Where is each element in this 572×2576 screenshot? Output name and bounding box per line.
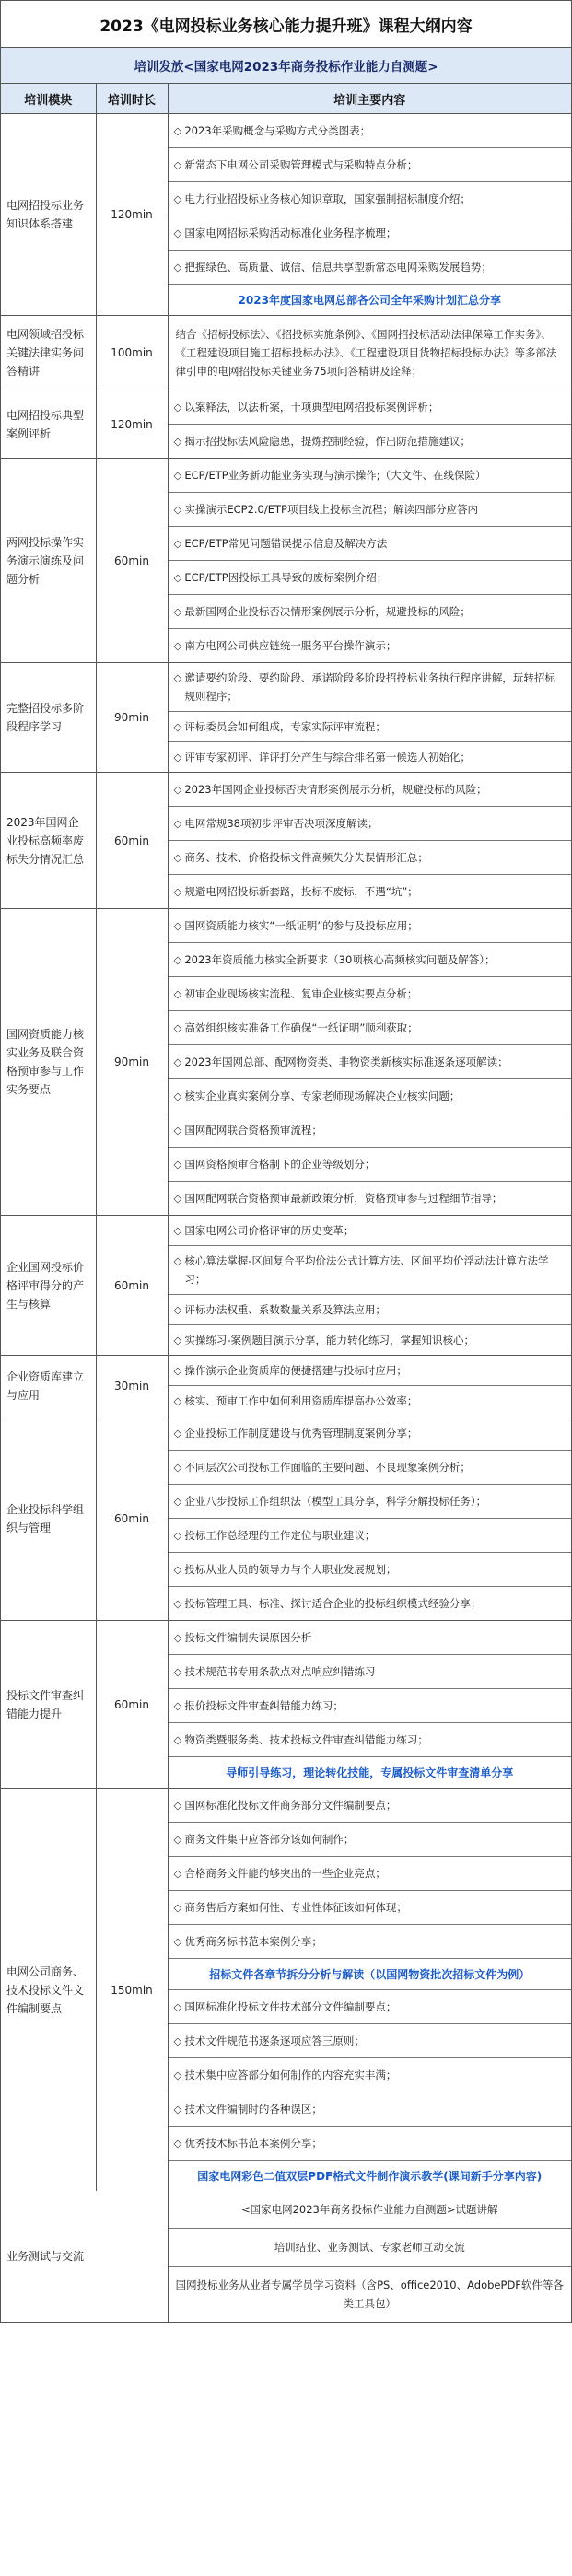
module-content (168, 663, 571, 773)
diamond-bullet-icon: ◇ (173, 1563, 182, 1576)
content-item-text: 规避电网招投标新套路，投标不废标，不遇“坑”； (184, 885, 418, 898)
content-item-text: 优秀商务标书范本案例分享； (184, 1935, 322, 1948)
final-content (168, 2191, 571, 2322)
content-item (169, 148, 572, 182)
content-item (169, 1295, 572, 1325)
module-duration: 60min (96, 1216, 168, 1356)
module-content (168, 459, 571, 663)
content-item (169, 459, 572, 493)
content-item-text: 技术集中应答部分如何制作的内容充实丰满； (184, 2069, 397, 2081)
content-item (169, 1925, 572, 1959)
content-item (169, 493, 572, 527)
content-item-text: 高效组织核实准备工作确保“一纸证明”顺利获取； (184, 1021, 418, 1034)
content-item (169, 1356, 572, 1386)
module-duration: 30min (96, 1356, 168, 1416)
content-item-text: 评标办法权重、系数数量关系及算法应用； (184, 1303, 386, 1316)
content-item (169, 1655, 572, 1689)
content-item (169, 712, 572, 742)
content-item-text: 揭示招投标法风险隐患，提炼控制经验，作出防范措施建议； (184, 435, 471, 448)
content-item (169, 1182, 572, 1215)
module-name: 2023年国网企业投标高频率废标失分情况汇总 (1, 773, 96, 909)
content-item (169, 595, 572, 629)
diamond-bullet-icon: ◇ (173, 1224, 182, 1237)
content-item (169, 1621, 572, 1655)
content-item-text: 核实、预审工作中如何利用资质库提高办公效率； (184, 1394, 418, 1407)
content-item-text: 国网资格预审合格制下的企业等级划分； (184, 1158, 376, 1171)
final-content-line: <国家电网2023年商务投标作业能力自测题>试题讲解 (169, 2191, 572, 2229)
diamond-bullet-icon: ◇ (173, 851, 182, 864)
course-outline-table (1, 84, 571, 2322)
content-item-text: 2023年国网企业投标否决情形案例展示分析，规避投标的风险； (184, 783, 487, 796)
module-name: 电网招投标典型案例评析 (1, 390, 96, 459)
diamond-bullet-icon: ◇ (173, 1495, 182, 1508)
module-content (168, 1216, 571, 1356)
content-item (169, 1113, 572, 1148)
diamond-bullet-icon: ◇ (173, 987, 182, 1000)
final-row (1, 2191, 571, 2322)
content-item (169, 1891, 572, 1925)
content-item (169, 977, 572, 1011)
content-paragraph: 结合《招标投标法》、《招投标实施条例》、《国网招投标活动法律保障工作实务》、《工程建设项目施工招标投标办法》、《工程建设项目货物招标投标办法》等多部法律引申的电网招投标关键业务75项问答精讲及诠释； (175, 328, 557, 378)
module-duration: 60min (96, 459, 168, 663)
diamond-bullet-icon: ◇ (173, 1090, 182, 1102)
diamond-bullet-icon: ◇ (173, 783, 182, 796)
content-item (169, 1045, 572, 1079)
content-item-text: 以案释法，以法析案，十项典型电网招投标案例评析； (184, 401, 439, 414)
content-item-text: 2023年采购概念与采购方式分类图表； (184, 124, 371, 137)
content-item-text: 南方电网公司供应链统一服务平台操作演示； (184, 639, 397, 652)
module-name: 投标文件审查纠错能力提升 (1, 1621, 96, 1789)
module-duration: 60min (96, 1621, 168, 1789)
final-content-line: 国网投标业务从业者专属学员学习资料（含PS、office2010、AdobePDF软件等各类工具包） (175, 2279, 564, 2310)
content-item (169, 527, 572, 561)
module-content (168, 773, 571, 909)
header-content: 培训主要内容 (168, 84, 571, 114)
module-row (1, 773, 571, 909)
diamond-bullet-icon: ◇ (173, 1192, 182, 1205)
content-item-text: 投标管理工具、标准、探讨适合企业的投标组织模式经验分享； (184, 1597, 482, 1610)
diamond-bullet-icon: ◇ (173, 2000, 182, 2013)
diamond-bullet-icon: ◇ (173, 1665, 182, 1678)
module-content (168, 1621, 571, 1789)
content-item (169, 1519, 572, 1553)
diamond-bullet-icon: ◇ (173, 1867, 182, 1880)
diamond-bullet-icon: ◇ (173, 124, 182, 137)
diamond-bullet-icon: ◇ (173, 1935, 182, 1948)
module-content (168, 909, 571, 1216)
page-title: 2023《电网投标业务核心能力提升班》课程大纲内容 (1, 1, 571, 48)
module-duration: 120min (96, 114, 168, 316)
content-item-text: 企业八步投标工作组织法（模型工具分享，科学分解投标任务）； (184, 1495, 487, 1508)
content-item-text: 新常态下电网公司采购管理模式与采购特点分析； (184, 158, 418, 171)
content-item-text: 操作演示企业资质库的便捷搭建与投标时应用； (184, 1364, 407, 1377)
module-row (1, 459, 571, 663)
module-name: 电网领域招投标关键法律实务问答精讲 (1, 316, 96, 390)
content-item (169, 425, 572, 458)
module-name: 国网资质能力核实业务及联合资格预审参与工作实务要点 (1, 909, 96, 1216)
diamond-bullet-icon: ◇ (173, 537, 182, 550)
diamond-bullet-icon: ◇ (173, 605, 182, 618)
content-item-text: 商务文件集中应答部分该如何制作； (184, 1833, 355, 1846)
diamond-bullet-icon: ◇ (173, 1427, 182, 1440)
content-item (169, 1325, 572, 1355)
diamond-bullet-icon: ◇ (173, 2069, 182, 2081)
content-item-text: 2023年国网总部、配网物资类、非物资类新核实标准逐条逐项解读； (184, 1055, 508, 1068)
diamond-bullet-icon: ◇ (173, 1334, 182, 1346)
content-item-text: 邀请要约阶段、要约阶段、承诺阶段多阶段招投标业务执行程序讲解，玩转招标规则程序； (184, 671, 555, 703)
content-item-text: ECP/ETP常见问题错误提示信息及解决方法 (184, 537, 388, 550)
content-item (169, 2024, 572, 2058)
diamond-bullet-icon: ◇ (173, 885, 182, 898)
content-item-text: 国家电网公司价格评审的历史变革； (184, 1224, 355, 1237)
training-materials-banner: 培训发放<国家电网2023年商务投标作业能力自测题> (1, 48, 571, 84)
content-item (169, 1011, 572, 1045)
module-content (168, 1416, 571, 1621)
content-item-text: 实操演示ECP2.0/ETP项目线上投标全流程；解读四部分应答内 (184, 503, 478, 516)
content-item (169, 1416, 572, 1451)
content-item-text: 投标文件编制失误原因分析 (184, 1631, 312, 1644)
content-item-text: 物资类暨服务类、技术投标文件审查纠错能力练习； (184, 1733, 428, 1746)
content-item (169, 742, 572, 772)
content-item-text: 核心算法掌握-区间复合平均价法公式计算方法、区间平均价浮动法计算方法学习； (184, 1254, 549, 1286)
content-item (169, 114, 572, 148)
module-name: 电网公司商务、技术投标文件文件编制要点 (1, 1789, 96, 2192)
diamond-bullet-icon: ◇ (173, 1364, 182, 1377)
diamond-bullet-icon: ◇ (173, 1833, 182, 1846)
module-row (1, 1789, 571, 2192)
content-item (169, 1723, 572, 1757)
diamond-bullet-icon: ◇ (173, 671, 182, 684)
content-item (169, 875, 572, 908)
diamond-bullet-icon: ◇ (173, 1055, 182, 1068)
header-module: 培训模块 (1, 84, 96, 114)
content-item (169, 773, 572, 807)
module-row (1, 1621, 571, 1789)
content-item (169, 251, 572, 285)
content-item (169, 1823, 572, 1857)
content-item (169, 1553, 572, 1587)
content-item (169, 1246, 572, 1295)
diamond-bullet-icon: ◇ (173, 1254, 182, 1267)
module-row (1, 663, 571, 773)
content-item (169, 841, 572, 875)
content-item-text: 优秀技术标书范本案例分享； (184, 2137, 322, 2150)
content-item (169, 629, 572, 662)
module-duration: 100min (96, 316, 168, 390)
content-item-text: 评标委员会如何组成，专家实际评审流程； (184, 720, 386, 733)
module-name: 企业投标科学组织与管理 (1, 1416, 96, 1621)
content-item (169, 1216, 572, 1246)
content-item-text: 实操练习-案例题目演示分享，能力转化练习，掌握知识核心； (184, 1334, 475, 1346)
content-item-text: 把握绿色、高质量、诚信、信息共享型新常态电网采购发展趋势； (184, 261, 492, 274)
content-item-text: 评审专家初评、详评打分产生与综合排名第一候选人初始化； (184, 751, 471, 763)
module-row (1, 390, 571, 459)
content-item (169, 1587, 572, 1620)
content-item-text: 最新国网企业投标否决情形案例展示分析，规避投标的风险； (184, 605, 471, 618)
module-content (168, 390, 571, 459)
content-item (169, 1148, 572, 1182)
module-duration: 90min (96, 663, 168, 773)
diamond-bullet-icon: ◇ (173, 919, 182, 932)
content-item-text: 技术规范书专用条款点对点响应纠错练习 (184, 1665, 376, 1678)
diamond-bullet-icon: ◇ (173, 2103, 182, 2116)
diamond-bullet-icon: ◇ (173, 435, 182, 448)
content-item-text: 国家电网招标采购活动标准化业务程序梳理； (184, 227, 397, 239)
content-item (169, 2058, 572, 2092)
content-item (169, 807, 572, 841)
diamond-bullet-icon: ◇ (173, 2034, 182, 2047)
diamond-bullet-icon: ◇ (173, 1597, 182, 1610)
highlight-note: 导师引导练习，理论转化技能，专属投标文件审查清单分享 (226, 1766, 514, 1779)
diamond-bullet-icon: ◇ (173, 720, 182, 733)
highlight-note: 招标文件各章节拆分分析与解读（以国网物资批次招标文件为例） (169, 1959, 572, 1990)
content-item-text: 商务售后方案如何性、专业性体征该如何体现； (184, 1901, 407, 1914)
module-content (168, 316, 571, 390)
diamond-bullet-icon: ◇ (173, 1699, 182, 1712)
module-name: 企业资质库建立与应用 (1, 1356, 96, 1416)
module-content (168, 1789, 571, 2192)
diamond-bullet-icon: ◇ (173, 1158, 182, 1171)
content-item-text: 国网标准化投标文件技术部分文件编制要点； (184, 2000, 397, 2013)
content-item (169, 663, 572, 712)
content-item-text: 技术文件规范书逐条逐项应答三原则； (184, 2034, 365, 2047)
module-content (168, 1356, 571, 1416)
content-item (169, 561, 572, 595)
content-item (169, 182, 572, 216)
diamond-bullet-icon: ◇ (173, 1631, 182, 1644)
content-item-text: 企业投标工作制度建设与优秀管理制度案例分享； (184, 1427, 418, 1440)
diamond-bullet-icon: ◇ (173, 227, 182, 239)
diamond-bullet-icon: ◇ (173, 261, 182, 274)
content-item-text: 投标从业人员的领导力与个人职业发展规划； (184, 1563, 397, 1576)
module-duration: 60min (96, 773, 168, 909)
content-item (169, 943, 572, 977)
diamond-bullet-icon: ◇ (173, 1733, 182, 1746)
module-row (1, 1416, 571, 1621)
diamond-bullet-icon: ◇ (173, 817, 182, 830)
module-row (1, 1216, 571, 1356)
module-duration: 150min (96, 1789, 168, 2192)
module-duration: 60min (96, 1416, 168, 1621)
diamond-bullet-icon: ◇ (173, 1901, 182, 1914)
content-item (169, 1857, 572, 1891)
content-item-text: 技术文件编制时的各种误区； (184, 2103, 322, 2116)
diamond-bullet-icon: ◇ (173, 1021, 182, 1034)
module-duration: 90min (96, 909, 168, 1216)
content-item-text: 报价投标文件审查纠错能力练习； (184, 1699, 344, 1712)
content-item (169, 390, 572, 425)
module-name: 完整招投标多阶段程序学习 (1, 663, 96, 773)
content-item (169, 1789, 572, 1823)
diamond-bullet-icon: ◇ (173, 503, 182, 516)
content-item (169, 909, 572, 943)
content-item-text: 国网配网联合资格预审最新政策分析，资格预审参与过程细节指导； (184, 1192, 503, 1205)
diamond-bullet-icon: ◇ (173, 401, 182, 414)
content-item-text: 不同层次公司投标工作面临的主要问题、不良现象案例分析； (184, 1461, 471, 1474)
content-item-text: 国网配网联合资格预审流程； (184, 1124, 322, 1136)
diamond-bullet-icon: ◇ (173, 953, 182, 966)
diamond-bullet-icon: ◇ (173, 2137, 182, 2150)
content-item-text: 投标工作总经理的工作定位与职业建议； (184, 1529, 376, 1542)
diamond-bullet-icon: ◇ (173, 571, 182, 584)
content-item (169, 1485, 572, 1519)
content-item-text: 电力行业招投标业务核心知识章取，国家强制招标制度介绍； (184, 192, 471, 205)
header-hours: 培训时长 (96, 84, 168, 114)
content-item-text: ECP/ETP业务新功能业务实现与演示操作;（大文件、在线保险） (184, 469, 486, 482)
final-module: 业务测试与交流 (1, 2191, 168, 2322)
diamond-bullet-icon: ◇ (173, 751, 182, 763)
content-item (169, 216, 572, 251)
diamond-bullet-icon: ◇ (173, 1799, 182, 1812)
module-name: 企业国网投标价格评审得分的产生与核算 (1, 1216, 96, 1356)
content-item (169, 1386, 572, 1416)
diamond-bullet-icon: ◇ (173, 639, 182, 652)
content-item-text: 2023年资质能力核实全新要求（30项核心高频核实问题及解答）； (184, 953, 496, 966)
content-item (169, 2127, 572, 2161)
content-item (169, 1689, 572, 1723)
module-duration: 120min (96, 390, 168, 459)
content-item-text: 国网资质能力核实“一纸证明”的参与及投标应用； (184, 919, 418, 932)
content-item (169, 1990, 572, 2024)
module-content (168, 114, 571, 316)
content-item-text: 商务、技术、价格投标文件高频失分失误情形汇总； (184, 851, 428, 864)
module-name: 两网投标操作实务演示演练及问题分析 (1, 459, 96, 663)
diamond-bullet-icon: ◇ (173, 1529, 182, 1542)
table-header-row (1, 84, 571, 114)
module-row (1, 316, 571, 390)
diamond-bullet-icon: ◇ (173, 1461, 182, 1474)
module-name: 电网招投标业务知识体系搭建 (1, 114, 96, 316)
highlight-note: 2023年度国家电网总部各公司全年采购计划汇总分享 (238, 294, 501, 307)
content-item (169, 1451, 572, 1485)
diamond-bullet-icon: ◇ (173, 1303, 182, 1316)
highlight-note: 国家电网彩色二值双层PDF格式文件制作演示教学(课间新手分享内容) (197, 2170, 543, 2183)
content-item-text: ECP/ETP因投标工具导致的废标案例介绍； (184, 571, 388, 584)
content-item-text: 初审企业现场核实流程、复审企业核实要点分析； (184, 987, 418, 1000)
module-row (1, 909, 571, 1216)
diamond-bullet-icon: ◇ (173, 192, 182, 205)
content-item (169, 1079, 572, 1113)
diamond-bullet-icon: ◇ (173, 1124, 182, 1136)
diamond-bullet-icon: ◇ (173, 1394, 182, 1407)
diamond-bullet-icon: ◇ (173, 158, 182, 171)
content-item-text: 电网常规38项初步评审否决项深度解读； (184, 817, 379, 830)
diamond-bullet-icon: ◇ (173, 469, 182, 482)
content-item-text: 合格商务文件能的够突出的一些企业亮点； (184, 1867, 386, 1880)
module-row (1, 114, 571, 316)
final-content-line: 培训结业、业务测试、专家老师互动交流 (169, 2229, 572, 2267)
content-item (169, 2092, 572, 2127)
content-item-text: 核实企业真实案例分享、专家老师现场解决企业核实问题； (184, 1090, 461, 1102)
module-row (1, 1356, 571, 1416)
content-item-text: 国网标准化投标文件商务部分文件编制要点； (184, 1799, 397, 1812)
